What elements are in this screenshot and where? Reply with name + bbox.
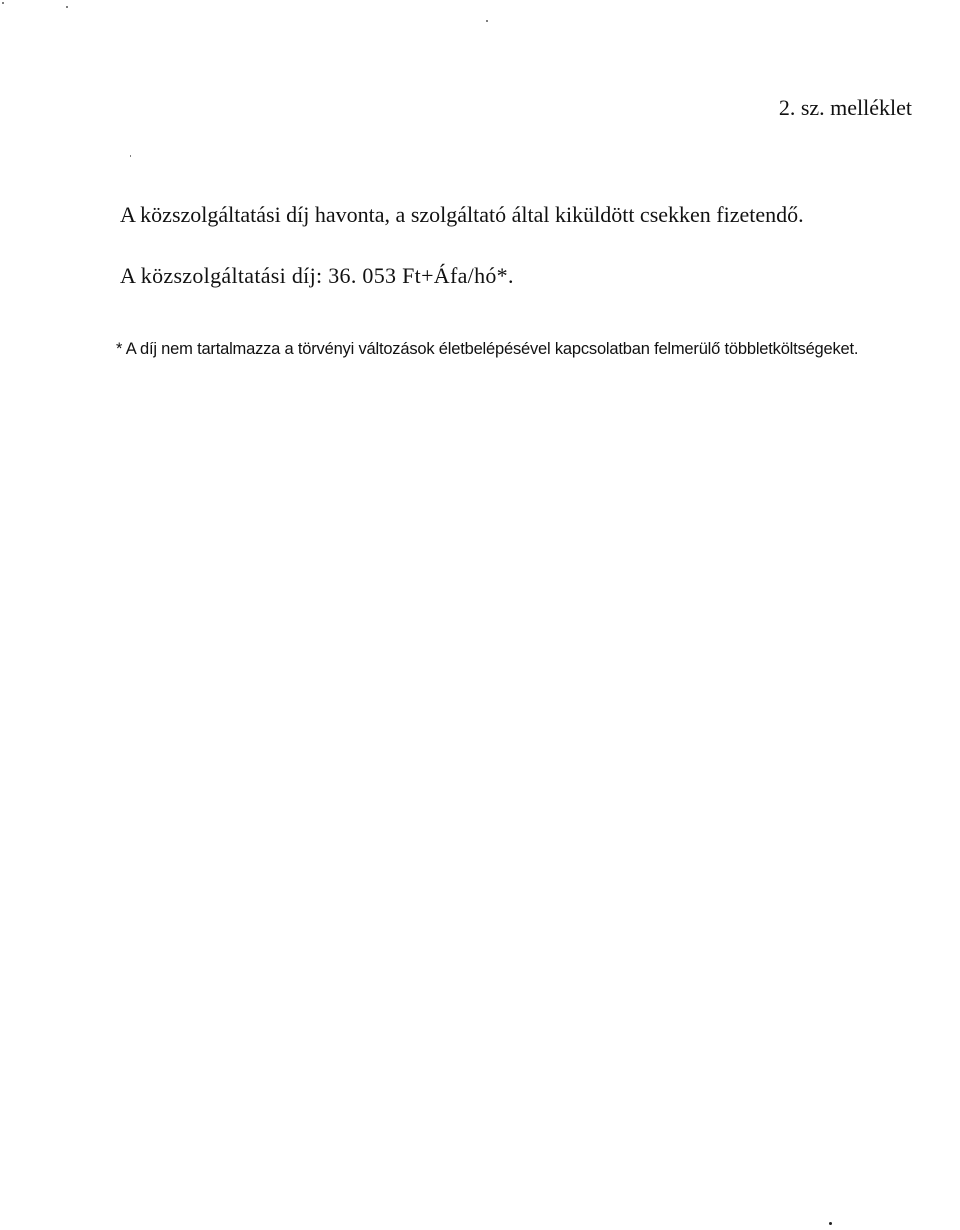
fee-amount-text: A közszolgáltatási díj: 36. 053 Ft+Áfa/hó*. (120, 263, 514, 288)
scan-speck (66, 6, 68, 8)
annex-label: 2. sz. melléklet (778, 95, 912, 120)
scan-speck (829, 1222, 832, 1225)
scan-speck (130, 155, 131, 157)
footnote: * A díj nem tartalmazza a törvényi változások életbelépésével kapcsolatban felmerülő többletköltségeket. (116, 340, 859, 358)
scan-speck (486, 20, 488, 22)
fee-payment-text: A közszolgáltatási díj havonta, a szolgáltató által kiküldött csekken fizetendő. (120, 202, 804, 227)
scan-speck (2, 2, 4, 4)
